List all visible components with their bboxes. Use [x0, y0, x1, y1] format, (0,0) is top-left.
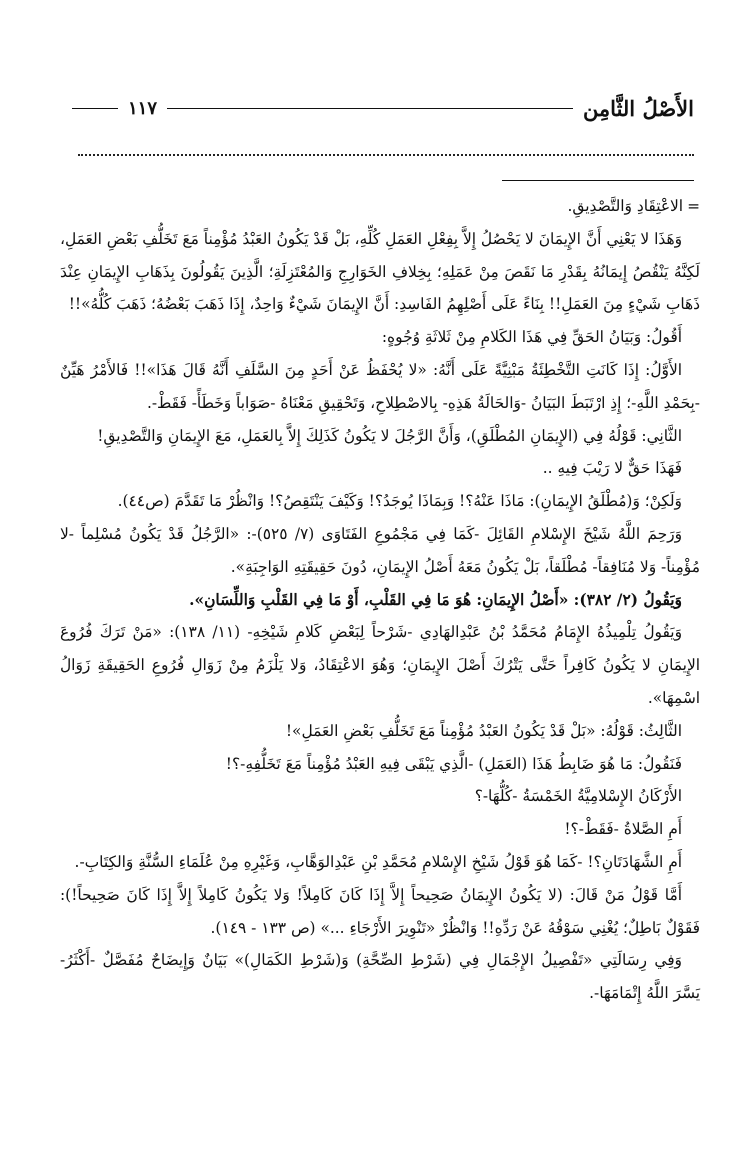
- footnote-line: أَمِ الشَّهَادَتَانِ؟! -كَمَا هُوَ قَوْلُ شَيْخِ الإِسْلامِ مُحَمَّدِ بْنِ عَبْدِالوَهَّابِ، وَغَيْرِهِ مِنْ عُلَمَاءِ السُّنَّةِ وَالكِتَابِ-.: [74, 852, 682, 871]
- footnote-line: وَيَقُولُ تِلْمِيذُهُ الإِمَامُ مُحَمَّدُ بْنُ عَبْدِالهَادِي -شَرْحاً لِبَعْضِ كَلامِ شَيْخِهِ- (١١/ ١٣٨): «مَنْ تَرَكَ فُرُوعَ الإِيمَانِ لا يَكُونُ كَافِراً حَتَّى يَتْرُكَ أَصْلَ الإِيمَانِ؛ وَهُوَ الاعْتِقَادُ، وَلا يَلْزَمُ مِنْ زَوَالِ فُرُوعِ الحَقِيقَةِ زَوَالُ اسْمِهَا».: [60, 623, 700, 707]
- footnote-body: [60, 190, 700, 1010]
- footnote-line: أَقُولُ: وَبَيَانُ الحَقِّ فِي هَذَا الكَلامِ مِنْ ثَلاثَةِ وُجُوهٍ:: [381, 328, 682, 347]
- dotted-separator: [78, 140, 694, 156]
- footnote-line: وَلَكِنْ؛ وَ(مُطْلَقُ الإِيمَانِ): مَاذَا عَنْهُ؟! وَبِمَاذَا يُوجَدُ؟! وَكَيْفَ يَنْتَقِصُ؟! وَانْظُرْ مَا تَقَدَّمَ (ص٤٤).: [117, 492, 682, 511]
- footnote-line: الأَوَّلُ: إِذَا كَانَتِ التَّخْطِئَةُ مَبْنِيَّةً عَلَى أَنَّهُ: «لا يُحْفَظُ عَنْ أَحَدٍ مِنَ السَّلَفِ أَنَّهُ قَالَ هَذَا»!! فَالأَمْرُ هَيِّنٌ -بِحَمْدِ اللَّهِ-؛ إِذِ ارْتَبَطَ البَيَانُ -وَالحَالَةُ هَذِهِ- بِالاصْطِلاحِ، وَتَحْقِيقِ مَعْنَاهُ -صَوَاباً وَخَطَأً- فَقَطْ-.: [60, 360, 700, 412]
- footnote-line: الأَرْكَانُ الإِسْلامِيَّةُ الخَمْسَةُ -كُلُّهَا-؟: [474, 787, 682, 806]
- footnote-line: أَمِ الصَّلاةُ -فَقَطْ-؟!: [564, 820, 682, 839]
- page-header: [72, 88, 694, 128]
- footnote-rule: [502, 180, 694, 181]
- footnote-line: وَيَقُولُ (٢/ ٣٨٢): «أَصْلُ الإِيمَانِ: هُوَ مَا فِي القَلْبِ، أَوْ مَا فِي القَلْبِ وَاللِّسَانِ».: [189, 590, 682, 609]
- page-number: ١١٧: [128, 97, 158, 119]
- footnote-line: وَرَحِمَ اللَّهُ شَيْخَ الإِسْلامِ القَائِلَ -كَمَا فِي مَجْمُوعِ الفَتَاوَى (٧/ ٥٢٥)-: «الرَّجُلُ قَدْ يَكُونُ مُسْلِماً -لا مُؤْمِناً- وَلا مُنَافِقاً- مُطْلَقاً، بَلْ يَكُونُ مَعَهُ أَصْلُ الإِيمَانِ، دُونَ حَقِيقَتِهِ الوَاجِبَةِ».: [60, 524, 700, 576]
- footnote-line: وَفِي رِسَالَتِي «تَفْصِيلُ الإِجْمَالِ فِي (شَرْطِ الصِّحَّةِ) وَ(شَرْطِ الكَمَالِ)» بَيَانٌ وَإِيضَاحٌ مُفَصَّلٌ -أَكْثَرُ- يَسَّرَ اللَّهُ إِتْمَامَهَا-.: [60, 951, 700, 1003]
- header-dash: [72, 108, 118, 109]
- chapter-title: الأَصْلُ الثَّامِن: [582, 95, 694, 121]
- footnote-line: الثَّالِثُ: قَوْلُهُ: «بَلْ قَدْ يَكُونُ العَبْدُ مُؤْمِناً مَعَ تَخَلُّفِ بَعْضِ العَمَلِ»!: [285, 721, 682, 740]
- footnote-line: أَمَّا قَوْلُ مَنْ قَالَ: (لا يَكُونُ الإِيمَانُ صَحِيحاً إِلاَّ إِذَا كَانَ كَامِلاً! وَلا يَكُونُ كَامِلاً إِلاَّ إِذَا كَانَ صَحِيحاً!): فَقَوْلٌ بَاطِلٌ؛ يُغْنِي سَوْقُهُ عَنْ رَدِّهِ!! وَانْظُرْ «تَنْوِيرَ الأَرْجَاءِ ...» (ص ١٣٣ - ١٤٩).: [60, 885, 700, 937]
- footnote-line: وَهَذَا لا يَعْنِي أَنَّ الإِيمَانَ لا يَحْصُلُ إِلاَّ بِفِعْلِ العَمَلِ كُلِّهِ، بَلْ قَدْ يَكُونُ العَبْدُ مُؤْمِناً مَعَ تَخَلُّفِ بَعْضِ العَمَلِ، لَكِنَّهُ يَنْقُصُ إِيمَانُهُ بِقَدْرِ مَا نَقَصَ مِنْ عَمَلِهِ؛ بِخِلافِ الخَوَارِجِ وَالمُعْتَزِلَةِ؛ الَّذِينَ يَقُولُونَ بِذَهَابِ الإِيمَانِ عِنْدَ ذَهَابِ شَيْءٍ مِنَ العَمَلِ!! بِنَاءً عَلَى أَصْلِهِمُ الفَاسِدِ: أَنَّ الإِيمَانَ شَيْءٌ وَاحِدٌ، إِذَا ذَهَبَ بَعْضُهُ؛ ذَهَبَ كُلُّهُ»!!: [60, 229, 700, 314]
- footnote-line: الثَّانِي: قَوْلُهُ فِي (الإِيمَانِ المُطْلَقِ)، وَأَنَّ الرَّجُلَ لا يَكُونُ كَذَلِكَ إِلاَّ بِالعَمَلِ، مَعَ الإِيمَانِ وَالتَّصْدِيقِ!: [97, 426, 682, 445]
- header-rule: [167, 108, 573, 109]
- footnote-line: فَنَقُولُ: مَا هُوَ ضَابِطُ هَذَا (العَمَلِ) -الَّذِي يَبْقَى فِيهِ العَبْدُ مُؤْمِناً مَعَ تَخَلُّفِهِ-؟!: [225, 754, 682, 773]
- footnote-line: =الاعْتِقَادِ وَالتَّصْدِيقِ.: [567, 197, 700, 215]
- continuation-mark: =: [687, 197, 700, 215]
- footnote-line: فَهَذَا حَقٌّ لا رَيْبَ فِيهِ ..: [542, 459, 682, 478]
